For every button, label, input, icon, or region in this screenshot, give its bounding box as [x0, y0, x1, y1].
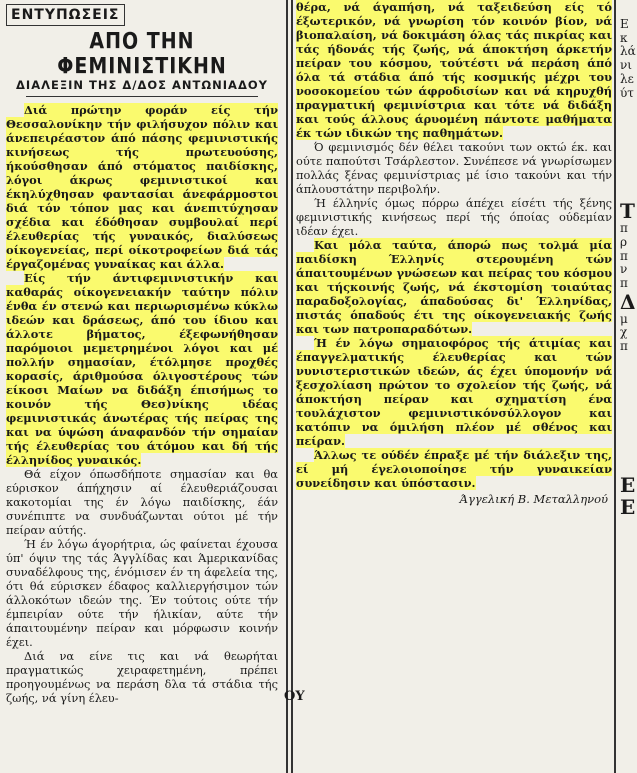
- paragraph: Είς τήν άντιφεμινιστικήν και καθαράς οίκογενειακήν ταύτην πόλιν ένθα έν στενώ και περιωρισμένω κύκλω ιδεών και δράσεως, άπό του ίδιου και άλλοτε βήματος, έξεφωνήθησαν παρόμοιοι μεμετρημένοι λόγοι και μέ πολλήν σημασίαν, έτόλμησε προχθές κορασίς, άριθμούσα όλιγοστέρους τών είκοσι Μαίων να διδάξη έπισήμως το κοινόν τής Θεσ)νίκης ιδέας φεμινιστικάς άνωτέρας τής πείρας της και να ύψώση άναφανδόν τήν σημαίαν τής έλευθερίας του άτόμου και δή τής έλληνίδος γυναικός.: [6, 271, 278, 467]
- paragraph: Και μόλα ταύτα, άπορώ πως τολμά μία παιδίσκη Έλληνίς στερουμένη τών άπαιτουμένων γνώσεων και πείρας του κόσμου και τήςκοινής ζωής, νά έκστομίση τοιαύτας παραδοξολογίας, άπαδούσας δι' Έλληνίδας, πιστάς όπαδούς έτι της οίκογενειακής ζωής και των πατροπαραδότων.: [296, 238, 612, 336]
- column-rule: [286, 0, 288, 773]
- article-middle-column: [296, 0, 612, 773]
- paragraph: θέρα, νά άγαπήση, νά ταξειδεύση είς τό έξωτερικόν, νά γνωρίση τόν κοινόν βίον, νά βιοπαλαίση, νά δοκιμάση όλας τάς πικρίας και τάς ήδονάς τής ζωής, νά άποκτήση άρκετήν πείραν του κόσμου, τούτέστι νά περάση άπό όλα τά στάδια άπό τής κοσμικής μέχρι του νοσοκομείου τών άφροδισίων και νά κηρυχθή πραγματική φεμινίστρια και τότε νά διδάξη και τούς άλλους άρυομένη πάντοτε μαθήματα έκ τών ιδικών της παθημάτων.: [296, 0, 612, 140]
- text-fragment: μ: [620, 311, 628, 326]
- headline-divider: [26, 96, 258, 97]
- section-label: ΕΝΤΥΠΩΣΕΙΣ: [6, 4, 125, 26]
- paragraph: Ή έν λόγω άγορήτρια, ώς φαίνεται έχουσα ύπ' όψιν της τάς Άγγλίδας και Άμερικανίδας συναδέλφους της, ένόμισεν έν τη άφελεία της, ότι θά εύρισκεν έδαφος καλλιεργήσιμον τών άλλοκότων ιδεών της. Έν τούτοις ούτε τήν έμπειρίαν ούτε τήν ήλικίαν, αύτε τήν άπαιτουμένην πείραν και μόρφωσιν κοινήν έχει.: [6, 537, 278, 649]
- text-fragment: κ: [620, 30, 628, 45]
- text-fragment: π: [620, 221, 628, 236]
- paragraph: Άλλως τε ούδέν έπραξε μέ τήν διάλεξιν της, εί μή έγελοιοποίησε τήν γυναικείαν συνείδησιν και ύπόστασιν.: [296, 448, 612, 490]
- text-fragment: Τ: [620, 199, 635, 224]
- paragraph: Διά πρώτην φοράν είς τήν Θεσσαλονίκην τήν φιλήσυχον πόλιν και άνεπειρέαστον άπό πάσης φεμινιστικής κινήσεως τής πρωτευούσης, ήκούσθησαν άπό στόματος παιδίσκης, λόγοι άκρως φεμινιστικοί και έκηλύχθησαν φαντασίαι άνεφάρμοστοι διά τόν τόπον μας και άνεπιτύχησαν σχέδια και έδόθησαν συμβουλαί περί έλευθερίας τής γυναικός, διαλύσεως οίκογενείας, περί οίκοτροφείων διά τάς έργαζομένας γυναίκας και άλλα.: [6, 103, 278, 271]
- text-fragment: π: [620, 276, 628, 291]
- text-fragment: ν: [620, 262, 628, 277]
- column-rule: [291, 0, 293, 773]
- text-fragment: ύτ: [620, 85, 634, 100]
- author-signature: Άγγελική Β. Μεταλληνού: [459, 492, 608, 506]
- paragraph: Διά να είνε τις και νά θεωρήται πραγματικώς χειραφετημένη, πρέπει προηγουμένως να περάση δλα τά στάδια τής ζωής, νά γίνη έλευ-: [6, 649, 278, 705]
- paragraph: Ή έλληνίς όμως πόρρω άπέχει είσέτι τής ξένης φεμινιστικής κινήσεως περί τής όποίας ούδεμίαν ιδέαν έχει.: [296, 196, 612, 238]
- text-fragment: Ε: [620, 494, 636, 519]
- text-fragment: νι: [620, 58, 632, 73]
- text-fragment: Δ: [620, 289, 636, 314]
- adjacent-column-fragment: [620, 0, 637, 773]
- footer-fragment: ΟΥ: [284, 689, 305, 704]
- text-fragment: ρ: [620, 234, 628, 249]
- subheadline: ΔΙΑΛΕΞΙΝ ΤΗΣ Δ/ΔΟΣ ΑΝΤΩΝΙΑΔΟΥ: [16, 78, 268, 92]
- paragraph: Ό φεμινισμός δέν θέλει τακούνι των οκτώ έκ. και ούτε παπούτσι Τσάρλεστον. Συνέπεσε νά γνωρίσωμεν πολλάς ξένας φεμινίστριας μέ ίσιο τακούνι και τήν άπλουστάτην περιβολήν.: [296, 140, 612, 196]
- text-fragment: λε: [620, 71, 634, 86]
- text-fragment: Ε: [620, 17, 629, 31]
- paragraph: Θά είχον όπωσδήποτε σημασίαν και θα εύρισκον άπήχησιν αί έλευθεριάζουσαι κακοτομίαι της έν λόγω παιδίσκης, έάν συνέπιπτε να συνδυάζωνται ούτοι μέ τήν πείραν αύτής.: [6, 467, 278, 537]
- paragraph: Ή έν λόγω σημαιοφόρος τής άτιμίας και έπαγγελματικής έλευθερίας και τών νυνιστεριστικών ιδεών, άς έχει ύπομονήν νά ξεσχολίαση πρώτον το σχολείον τής ζωής, νά άποκτήση πείραν και σχηματίση ένα τουλάχιστον φεμινιστικόνσύλλογον και κατόπιν να όμιλήση πλέον μέ σθένος και πείραν.: [296, 336, 612, 448]
- column-rule: [614, 0, 616, 773]
- article-left-column: [6, 0, 278, 773]
- text-fragment: Ε: [620, 472, 636, 497]
- text-fragment: χ: [620, 325, 628, 340]
- text-fragment: π: [620, 339, 628, 354]
- text-fragment: λά: [620, 44, 636, 59]
- text-fragment: π: [620, 248, 628, 263]
- headline: ΑΠΟ ΤΗΝ ΦΕΜΙΝΙΣΤΙΚΗΝ: [57, 28, 227, 80]
